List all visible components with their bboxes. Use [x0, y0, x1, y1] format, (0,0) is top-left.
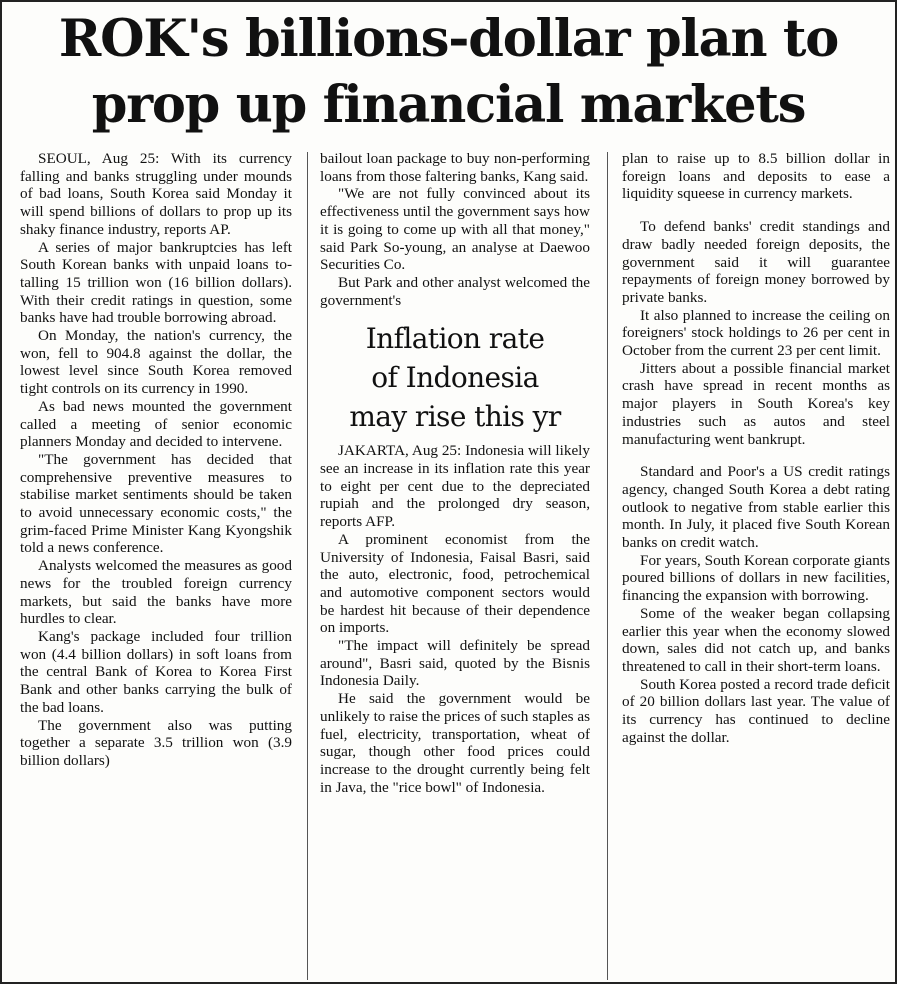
article-columns: [20, 150, 890, 984]
paragraph: Standard and Poor's a US credit ratings agency, changed South Korea a debt rating outlook to negative from stable earlier this month. In July, it placed five South Korean banks on credit watch.: [622, 463, 890, 552]
paragraph: It also planned to increase the ceiling on foreigners' stock holdings to 26 per cent in October from the current 23 per cent limit.: [622, 306, 890, 360]
paragraph: On Monday, the nation's currency, the won, fell to 904.8 against the dollar, the lowest level since South Korea removed tight controls on its currency in 1990.: [20, 327, 292, 398]
paragraph: Jitters about a possible financial market crash have spread in recent months as major players in South Korea's key industries such as autos and steel manufacturing went bankrupt.: [622, 359, 890, 448]
column-1: [20, 150, 292, 984]
column-rule-1: [307, 152, 308, 980]
paragraph: SEOUL, Aug 25: With its currency falling and banks struggling under mounds of bad loans, South Korea said Monday it will spend billions of dollars to prop up its shaky finance industry, reports AP.: [20, 150, 292, 238]
sidebar-headline-line-2: of Indonesia: [371, 361, 539, 395]
paragraph: As bad news mounted the government called a meeting of senior economic planners Monday and decided to intervene.: [20, 397, 292, 451]
paragraph: A series of major bankruptcies has left South Korean banks with unpaid loans totalling 15 trillion won (16 billion dollars). With their credit ratings in question, some banks have had trouble borrowing abroad.: [20, 238, 292, 327]
main-headline-line-2: prop up financial markets: [91, 75, 806, 135]
main-headline: [8, 6, 889, 138]
paragraph: JAKARTA, Aug 25: Indonesia will likely see an increase in its inflation rate this year to eight per cent due to the depreciated rupiah and the prolonged dry season, reports AFP.: [320, 442, 590, 531]
column-3: [622, 150, 890, 984]
paragraph: The government also was putting together a separate 3.5 trillion won (3.9 billion dollars): [20, 716, 292, 769]
paragraph: "The impact will definitely be spread around", Basri said, quoted by the Bisnis Indonesia Daily.: [320, 637, 590, 690]
paragraph: For years, South Korean corporate giants poured billions of dollars in new facilities, financing the expansion with borrowing.: [622, 551, 890, 605]
column-2: [320, 150, 590, 984]
paragraph: But Park and other analyst welcomed the government's: [320, 273, 590, 309]
paragraph: A prominent economist from the University of Indonesia, Faisal Basri, said the auto, electronic, food, petrochemical and automotive component sectors would be hardest hit because of their dependence on imports.: [320, 530, 590, 637]
paragraph: bailout loan package to buy non-performing loans from those faltering banks, Kang said.: [320, 150, 590, 185]
paragraph: Some of the weaker began collapsing earlier this year when the economy slowed down, sales did not catch up, and banks threatened to call in their short-term loans.: [622, 604, 890, 675]
paragraph: To defend banks' credit standings and draw badly needed foreign deposits, the government said it will guarantee repayments of foreign money borrowed by private banks.: [622, 218, 890, 306]
paragraph: plan to raise up to 8.5 billion dollar in foreign loans and deposits to ease a liquidity squeese in currency markets.: [622, 150, 890, 203]
paragraph: He said the government would be unlikely to raise the prices of such staples as fuel, electricity, transportation, wheat of sugar, though other food prices could increase to the drought currently being felt in Java, the "rice bowl" of Indonesia.: [320, 690, 590, 796]
paragraph: "We are not fully convinced about its effectiveness until the government says how it is going to come up with all that money," said Park So-young, an analyse at Daewoo Securities Co.: [320, 185, 590, 274]
paragraph: South Korea posted a record trade deficit of 20 billion dollars last year. The value of its currency has continued to decline against the dollar.: [622, 675, 890, 746]
paragraph: "The government has decided that comprehensive preventive measures to stabilise market sentiments should be taken to avoid unnecessary economic costs," the grim-faced Prime Minister Kang Kyongshik told a news conference.: [20, 450, 292, 557]
column-rule-2: [607, 152, 608, 980]
paragraph: Kang's package included four trillion won (4.4 billion dollars) in soft loans from the central Bank of Korea to Korea First Bank and other banks carrying the bulk of the bad loans.: [20, 627, 292, 716]
sidebar-headline: [320, 319, 590, 436]
sidebar-headline-line-1: Inflation rate: [365, 322, 545, 356]
paragraph: Analysts welcomed the measures as good news for the troubled foreign currency markets, but said the banks have more hurdles to clear.: [20, 557, 292, 628]
sidebar-headline-line-3: may rise this yr: [349, 400, 561, 434]
main-headline-line-1: ROK's billions-dollar plan to: [58, 9, 839, 69]
